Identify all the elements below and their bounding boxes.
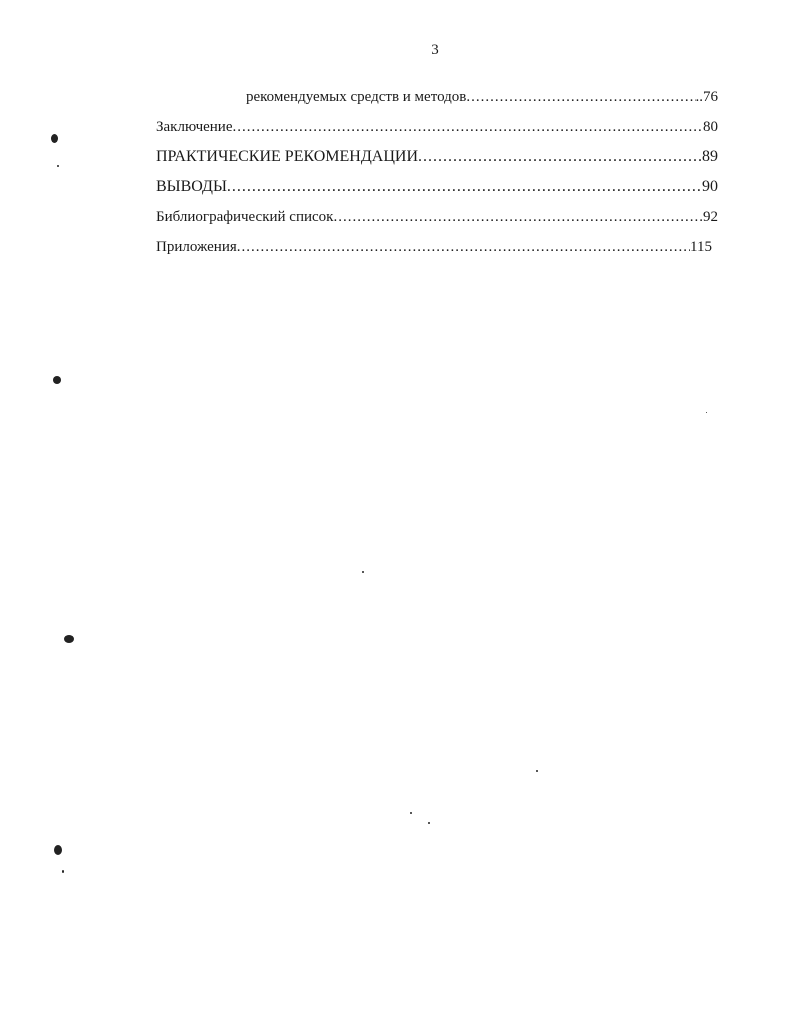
toc-entry-title: ВЫВОДЫ xyxy=(156,178,227,195)
toc-entry-page: 89 xyxy=(702,148,718,165)
toc-entry-title: ПРАКТИЧЕСКИЕ РЕКОМЕНДАЦИИ xyxy=(156,148,418,165)
toc-entry xyxy=(156,206,718,236)
toc-entry-page: 80 xyxy=(703,119,718,135)
toc-entry xyxy=(156,176,718,206)
scan-speck xyxy=(53,376,61,384)
toc-entry-title: Заключение xyxy=(156,119,233,135)
scan-speck xyxy=(51,134,58,143)
scan-speck xyxy=(362,571,364,573)
toc-entry-title: Библиографический список xyxy=(156,209,334,225)
scan-speck xyxy=(62,870,64,873)
toc-leader-dots xyxy=(466,86,695,108)
toc-leader-dots xyxy=(233,116,704,138)
scan-speck xyxy=(54,845,62,855)
scan-speck xyxy=(64,635,74,643)
table-of-contents xyxy=(156,86,718,266)
toc-entry xyxy=(156,86,718,116)
page-number: 3 xyxy=(431,42,439,58)
toc-entry-title: рекомендуемых средств и методов xyxy=(246,89,467,105)
scan-speck xyxy=(706,412,707,413)
toc-leader-dots xyxy=(237,236,690,258)
toc-leader-dots xyxy=(418,146,702,168)
scan-speck xyxy=(428,822,430,824)
toc-entry-page: 92 xyxy=(703,209,718,225)
toc-entry-title: Приложения xyxy=(156,239,237,255)
toc-entry xyxy=(156,236,712,266)
toc-entry-page: 115 xyxy=(690,239,712,255)
scan-speck xyxy=(410,812,412,814)
toc-entry xyxy=(156,146,718,176)
toc-leader-dots xyxy=(333,206,703,228)
toc-entry xyxy=(156,116,718,146)
scan-speck xyxy=(536,770,538,772)
toc-entry-page: ..76 xyxy=(695,89,718,105)
toc-entry-page: 90 xyxy=(702,178,718,195)
scan-speck xyxy=(57,165,59,167)
toc-leader-dots xyxy=(227,176,702,198)
